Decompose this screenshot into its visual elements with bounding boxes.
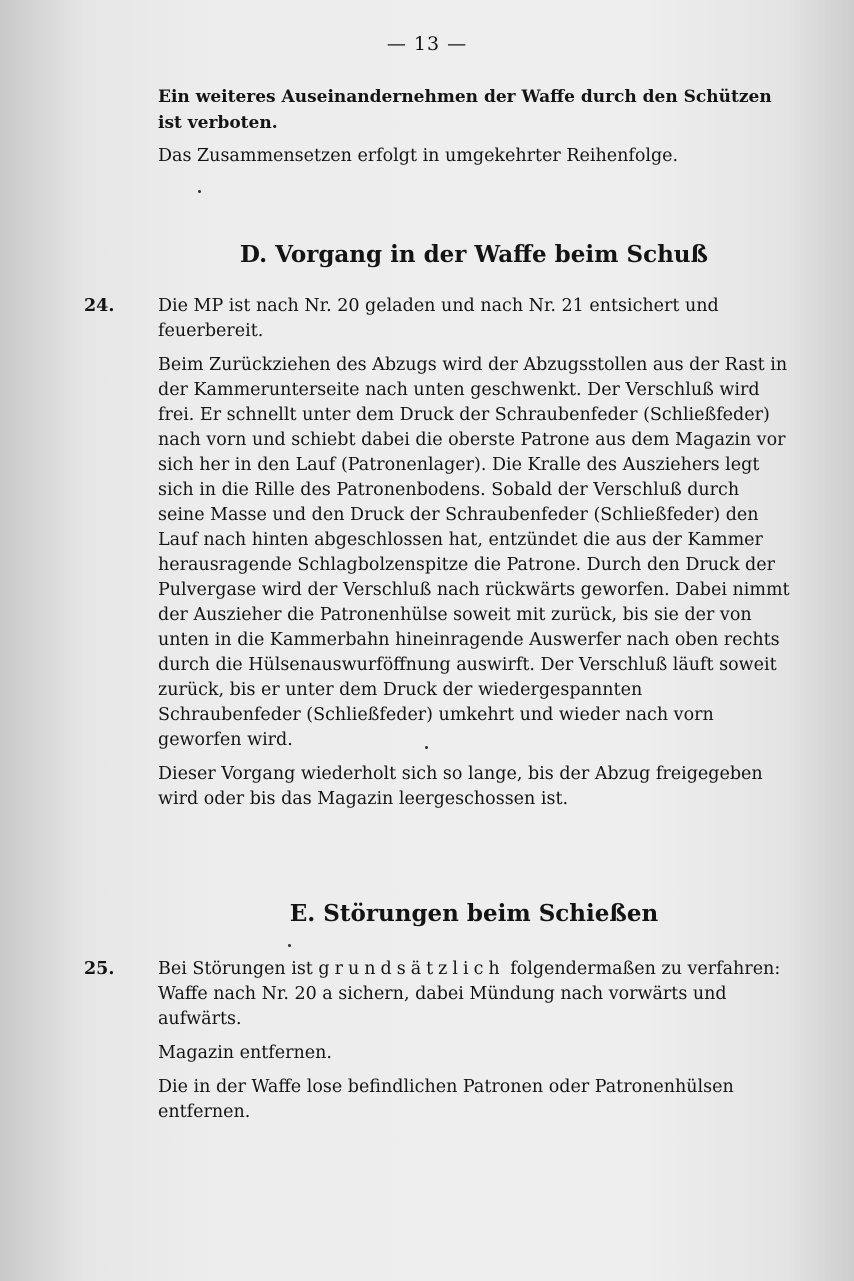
print-speck [288, 944, 291, 947]
item-25-text-end: folgendermaßen zu verfahren: Waffe nach Nr. 20 a sichern, dabei Mündung nach vorwärts und aufwärts. [158, 959, 781, 1029]
item-25-paragraph-2: Magazin entfernen. [158, 1043, 332, 1063]
item-24-paragraph-2: Beim Zurückziehen des Abzugs wird der Abzugsstollen aus der Rast in der Kammerunterseite nach unten geschwenkt. Der Verschluß wird frei. Er schnellt unter dem Druck der Schraubenfeder (Schließfeder) nach vorn und schiebt dabei die oberste Patrone aus dem Magazin vor sich her in den Lauf (Patronenlager). Die Kralle des Ausziehers legt sich in die Rille des Patronenbodens. Sobald der Verschluß durch seine Masse und den Druck der Schraubenfeder (Schließfeder) den Lauf nach hinten abgeschlossen hat, entzündet die aus der Kammer herausragende Schlagbolzenspitze die Patrone. Durch den Druck der Pulvergase wird der Verschluß nach rückwärts geworfen. Dabei nimmt der Auszieher die Patronenhülse soweit mit zurück, bis sie der von unten in die Kammerbahn hineinragende Auswerfer nach oben rechts durch die Hülsenauswurföffnung auswirft. Der Verschluß läuft soweit zurück, bis er unter dem Druck der wiedergespannten Schraubenfeder (Schließfeder) umkehrt und wieder nach vorn geworfen wird. [158, 355, 790, 750]
section-e-heading: E. Störungen beim Schießen [289, 900, 659, 927]
item-25 [84, 957, 790, 1125]
print-speck [425, 746, 428, 749]
item-number-24: 24. [84, 296, 115, 316]
item-24 [84, 294, 790, 812]
item-25-emphasis: grundsätzlich [318, 959, 505, 979]
page-content [84, 84, 790, 1125]
item-number-25: 25. [84, 959, 115, 979]
item-25-text-start: Bei Störungen ist [158, 959, 319, 979]
item-24-first-paragraph: Die MP ist nach Nr. 20 geladen und nach Nr. 21 entsichert und feuerbereit. [158, 296, 719, 341]
section-d-heading: D. Vorgang in der Waffe beim Schuß [239, 241, 709, 268]
intro-reassembly-sentence: Das Zusammensetzen erfolgt in umgekehrter Reihenfolge. [158, 146, 679, 166]
page-number: — 13 — [386, 33, 468, 55]
print-speck [198, 190, 201, 193]
item-25-first-paragraph [158, 957, 790, 1032]
item-24-paragraph-3: Dieser Vorgang wiederholt sich so lange, bis der Abzug freigegeben wird oder bis das Magazin leergeschossen ist. [158, 764, 763, 809]
intro-bold-sentence: Ein weiteres Auseinandernehmen der Waffe durch den Schützen ist verboten. [158, 87, 772, 133]
item-25-paragraph-3: Die in der Waffe lose befindlichen Patronen oder Patronenhülsen entfernen. [158, 1077, 734, 1122]
